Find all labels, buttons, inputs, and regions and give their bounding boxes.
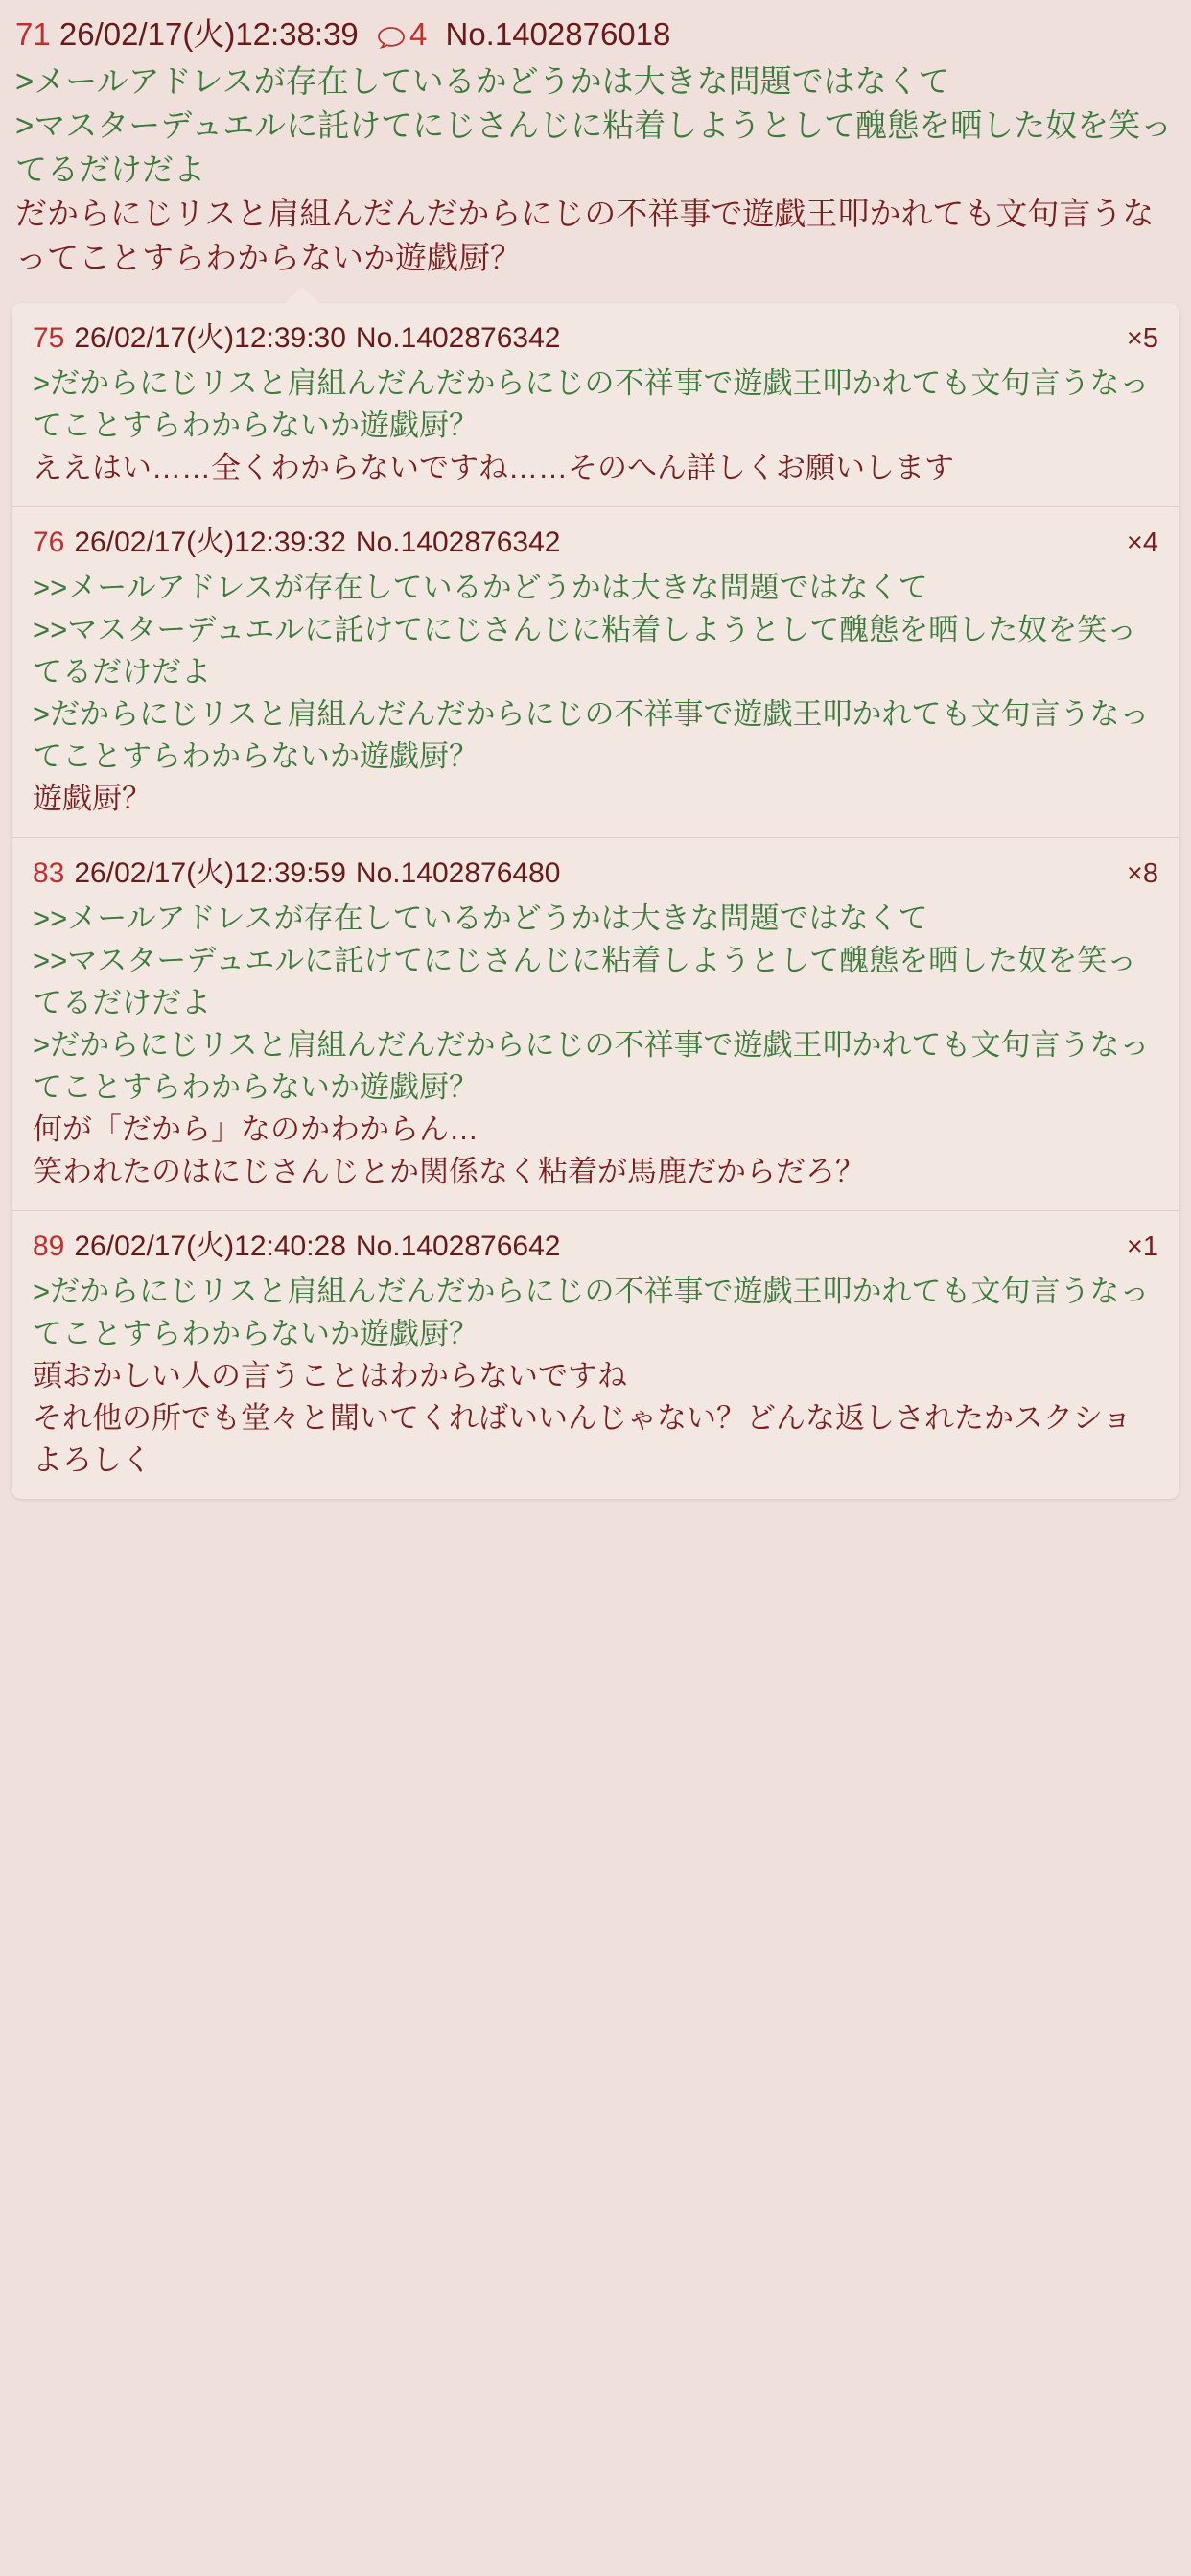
reply-post-id: No.1402876642 — [355, 1230, 561, 1262]
reply-post-id: No.1402876342 — [355, 322, 561, 354]
root-post-line: >マスターデュエルに託けてにじさんじに粘着しようとして醜態を晒した奴を笑ってるだけだよ — [15, 107, 1173, 187]
root-post — [0, 0, 1191, 290]
reply-item[interactable] — [12, 838, 1179, 1211]
root-post-line: >メールアドレスが存在しているかどうかは大きな問題ではなくて — [15, 63, 950, 99]
root-post-line: だからにじリスと肩組んだんだからにじの不祥事で遊戯王叩かれても文句言うなってことすらわからないか遊戯厨？ — [15, 196, 1155, 275]
reply-line: 遊戯厨？ — [33, 782, 152, 815]
reply-header — [33, 318, 1158, 359]
reply-count-badge: ×5 — [1126, 323, 1158, 354]
reply-count-badge: ×4 — [1126, 527, 1158, 558]
reply-line: >だからにじリスと肩組んだんだからにじの不祥事で遊戯王叩かれても文句言うなってことすらわからないか遊戯厨？ — [33, 1275, 1150, 1350]
reply-line: 頭おかしい人の言うことはわからないですね — [33, 1359, 627, 1393]
reply-count-badge: ×1 — [1126, 1231, 1158, 1262]
reply-number[interactable]: 83 — [33, 857, 65, 889]
reply-line: それ他の所でも堂々と聞いてくればいいんじゃない？どんな返しされたかスクショよろしく — [33, 1401, 1133, 1477]
reply-timestamp: 26/02/17(火)12:39:59 — [74, 857, 346, 889]
reply-item[interactable] — [12, 1211, 1179, 1499]
reply-body — [33, 898, 1158, 1193]
reply-line: >だからにじリスと肩組んだんだからにじの不祥事で遊戯王叩かれても文句言うなってことすらわからないか遊戯厨？ — [33, 697, 1150, 773]
reply-line: >>マスターデュエルに託けてにじさんじに粘着しようとして醜態を晒した奴を笑ってるだけだよ — [33, 613, 1137, 689]
reply-line: 笑われたのはにじさんじとか関係なく粘着が馬鹿だからだろ？ — [33, 1155, 865, 1188]
reply-line: 何が「だから」なのかわからん… — [33, 1112, 479, 1146]
reply-number[interactable]: 89 — [33, 1230, 65, 1262]
reply-timestamp: 26/02/17(火)12:39:30 — [74, 322, 346, 354]
reply-line: ええはい……全くわからないですね……そのへん詳しくお願いします — [33, 451, 954, 484]
reply-count-badge: ×8 — [1126, 858, 1158, 889]
reply-header — [33, 523, 1158, 563]
reply-body — [33, 567, 1158, 820]
reply-item[interactable] — [12, 303, 1179, 507]
reply-timestamp: 26/02/17(火)12:39:32 — [74, 527, 346, 558]
root-post-number[interactable]: 71 — [15, 16, 51, 52]
root-post-body — [15, 59, 1176, 280]
root-post-header — [15, 13, 1176, 56]
reply-header — [33, 1227, 1158, 1267]
root-post-timestamp: 26/02/17(火)12:38:39 — [58, 16, 359, 52]
reply-line: >>メールアドレスが存在しているかどうかは大きな問題ではなくて — [33, 902, 928, 935]
root-post-reply-count-value: 4 — [409, 16, 428, 52]
reply-post-id: No.1402876480 — [355, 857, 561, 889]
reply-line: >>マスターデュエルに託けてにじさんじに粘着しようとして醜態を晒した奴を笑ってるだけだよ — [33, 944, 1137, 1019]
root-post-id: No.1402876018 — [445, 16, 671, 52]
reply-header — [33, 854, 1158, 894]
reply-line: >だからにじリスと肩組んだんだからにじの不祥事で遊戯王叩かれても文句言うなってことすらわからないか遊戯厨？ — [33, 366, 1150, 442]
reply-line: >>メールアドレスが存在しているかどうかは大きな問題ではなくて — [33, 571, 928, 604]
reply-number[interactable]: 75 — [33, 322, 65, 354]
reply-body — [33, 1271, 1158, 1482]
reply-number[interactable]: 76 — [33, 527, 65, 558]
reply-timestamp: 26/02/17(火)12:40:28 — [74, 1230, 346, 1262]
reply-body — [33, 363, 1158, 489]
reply-item[interactable] — [12, 507, 1179, 838]
reply-line: >だからにじリスと肩組んだんだからにじの不祥事で遊戯王叩かれても文句言うなってことすらわからないか遊戯厨？ — [33, 1028, 1150, 1104]
speech-balloon-icon — [377, 26, 406, 49]
root-post-reply-count[interactable] — [377, 13, 427, 56]
reply-post-id: No.1402876342 — [355, 527, 561, 558]
replies-panel — [12, 303, 1179, 1499]
panel-pointer-arrow — [284, 287, 320, 304]
